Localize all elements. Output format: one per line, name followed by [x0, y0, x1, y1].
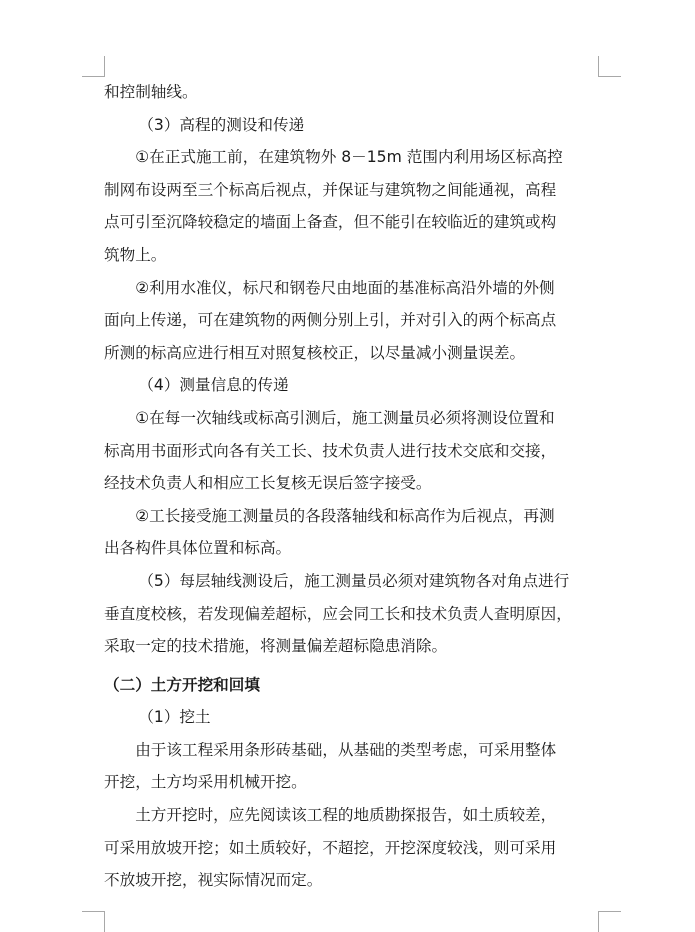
text-line: 面向上传递，可在建筑物的两侧分别上引，并对引入的两个标高点 [104, 311, 557, 330]
subheading: （1）挖土 [138, 708, 211, 727]
text-line: 点可引至沉降较稳定的墙面上备查，但不能引在较临近的建筑或构 [104, 213, 557, 232]
text-line: 标高用书面形式向各有关工长、技术负责人进行技术交底和交接， [104, 441, 557, 460]
text-line: 和控制轴线。 [104, 83, 198, 101]
text-line: 可采用放坡开挖；如土质较好，不超挖，开挖深度较浅，则可采用 [104, 838, 557, 857]
section-heading: （二）土方开挖和回填 [104, 675, 260, 694]
text-line: 所测的标高应进行相互对照复核校正，以尽量减小测量误差。 [104, 343, 526, 362]
paragraph-start: ②工长接受施工测量员的各段落轴线和标高作为后视点，再测 [135, 506, 555, 525]
paragraph-start: （5）每层轴线测设后，施工测量员必须对建筑物各对角点进行 [138, 571, 570, 590]
subheading: （4）测量信息的传递 [138, 376, 289, 395]
paragraph-start: 土方开挖时，应先阅读该工程的地质勘探报告，如土质较差， [135, 806, 557, 825]
crop-mark-top-left [82, 56, 105, 77]
subheading: （3）高程的测设和传递 [138, 115, 305, 134]
text-line: 不放坡开挖，视实际情况而定。 [104, 871, 323, 890]
paragraph-start: ②利用水准仪，标尺和钢卷尺由地面的基准标高沿外墙的外侧 [135, 278, 555, 297]
text-line: 开挖，土方均采用机械开挖。 [104, 773, 307, 792]
text-line: 制网布设两至三个标高后视点，并保证与建筑物之间能通视，高程 [104, 180, 557, 199]
text-line: 筑物上。 [104, 245, 167, 264]
crop-mark-bottom-right [598, 911, 621, 932]
paragraph-start: ①在正式施工前，在建筑物外 8－15m 范围内利用场区标高控 [135, 148, 563, 167]
text-line: 出各构件具体位置和标高。 [104, 539, 292, 558]
crop-mark-bottom-left [82, 911, 105, 932]
crop-mark-top-right [598, 56, 621, 77]
text-line: 垂直度校核，若发现偏差超标，应会同工长和技术负责人查明原因， [104, 604, 572, 623]
document-body [104, 76, 598, 897]
text-line: 经技术负责人和相应工长复核无误后签字接受。 [104, 474, 432, 493]
paragraph-start: 由于该工程采用条形砖基础，从基础的类型考虑，可采用整体 [135, 740, 557, 759]
text-line: 采取一定的技术措施，将测量偏差超标隐患消除。 [104, 637, 448, 656]
paragraph-start: ①在每一次轴线或标高引测后，施工测量员必须将测设位置和 [135, 408, 555, 427]
